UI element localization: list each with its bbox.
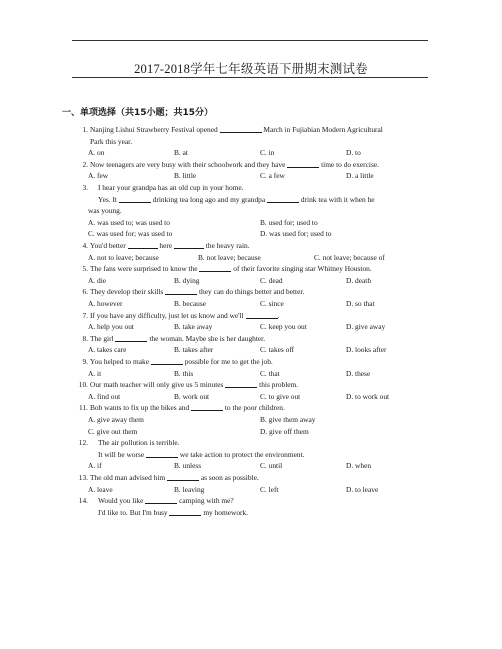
- question-3: [74, 182, 430, 194]
- option-b: B. not leave; because: [198, 252, 261, 262]
- answer-blank: [287, 159, 319, 168]
- question-stem: the heavy rain.: [205, 241, 250, 250]
- option-c: C. give out them: [88, 426, 138, 436]
- answer-blank: [174, 240, 204, 249]
- question-dialogue-line: [98, 449, 304, 461]
- question-stem: The fans were surprised to know the: [90, 264, 198, 274]
- option-d: D. to: [346, 148, 361, 158]
- option-c: C. in: [260, 148, 275, 158]
- top-rule: [72, 40, 428, 41]
- question-stem: Now teenagers are very busy with their schoolwork and they have: [90, 159, 286, 169]
- answer-blank: [128, 240, 158, 249]
- answer-blank: [119, 194, 151, 203]
- question-8: [74, 333, 430, 345]
- question-stem: this problem.: [259, 380, 299, 390]
- answer-blank: [145, 495, 177, 504]
- option-b: B. takes after: [174, 345, 214, 355]
- question-stem: The old man advised him: [90, 473, 166, 482]
- question-dialogue-line: [98, 194, 375, 206]
- question-number: 6.: [82, 287, 88, 297]
- answer-blank: [165, 286, 197, 295]
- option-a: A. takes care: [88, 345, 127, 355]
- question-stem: The air pollution is terrible.: [98, 438, 180, 448]
- answer-blank: [169, 507, 201, 516]
- question-1: [74, 124, 430, 136]
- question-number: 14.: [78, 496, 88, 506]
- answer-blank: [191, 402, 223, 411]
- question-number: 10.: [78, 380, 88, 390]
- option-b: B. at: [174, 148, 188, 158]
- question-number: 8.: [82, 333, 88, 343]
- question-14: [74, 495, 430, 507]
- option-b: B. little: [174, 171, 197, 181]
- option-b: B. used for; used to: [260, 217, 318, 227]
- answer-blank: [146, 449, 178, 458]
- title-rule: [72, 77, 428, 78]
- question-stem: here: [159, 241, 173, 250]
- question-number: 3.: [82, 183, 88, 192]
- question-stem: You'd better: [90, 241, 126, 250]
- answer-blank: [167, 472, 199, 481]
- question-stem: The girl: [90, 333, 114, 343]
- question-number: 9.: [82, 357, 88, 366]
- question-stem: March in Fujiabian Modern Agricultural: [263, 125, 383, 134]
- dialogue-text: I'd like to. But I'm busy: [98, 507, 168, 517]
- question-stem: time to do exercise.: [321, 159, 379, 169]
- option-b: B. leaving: [174, 484, 205, 494]
- question-number: 13.: [78, 473, 88, 482]
- option-c: C. dead: [260, 275, 283, 285]
- option-d: D. so that: [346, 299, 375, 308]
- question-stem: If you have any difficulty, just let us know and we'll: [90, 310, 244, 320]
- answer-blank: [115, 333, 147, 342]
- question-5: [74, 263, 430, 275]
- question-number: 1.: [82, 125, 88, 134]
- question-number: 7.: [82, 310, 88, 320]
- option-d: D. a little: [346, 171, 374, 181]
- page-title: 2017-2018学年七年级英语下册期末测试卷: [134, 62, 368, 76]
- option-b: B. this: [174, 368, 194, 378]
- option-d: D. when: [346, 461, 372, 471]
- question-number: 2.: [82, 159, 88, 169]
- answer-blank: [199, 263, 231, 272]
- option-c: C. a few: [260, 171, 285, 181]
- option-a: A. if: [88, 461, 102, 471]
- option-a: A. give away them: [88, 415, 144, 424]
- option-a: A. find out: [88, 391, 121, 401]
- question-number: 12.: [78, 438, 88, 448]
- option-d: D. give away: [346, 322, 386, 332]
- option-a: A. leave: [88, 484, 113, 494]
- question-stem: I hear your grandpa has an old cup in your home.: [98, 183, 244, 192]
- question-10: [74, 379, 430, 391]
- option-d: D. to work out: [346, 391, 390, 401]
- question-stem: They develop their skills: [90, 287, 164, 297]
- option-a: A. was used to; was used to: [88, 217, 170, 227]
- question-stem: .: [277, 310, 280, 320]
- question-stem: to the poor children.: [224, 403, 285, 413]
- dialogue-text: my homework.: [203, 507, 249, 517]
- dialogue-text: It will be worse: [98, 449, 145, 459]
- option-d: D. give off them: [260, 426, 309, 436]
- option-b: B. dying: [174, 275, 200, 285]
- question-2: [74, 159, 430, 171]
- question-stem: as soon as possible.: [200, 473, 259, 482]
- question-stem: Bob wants to fix up the bikes and: [90, 403, 190, 413]
- dialogue-text: we take action to protect the environment.: [179, 449, 305, 459]
- dialogue-text: drinking tea long ago and my grandpa: [152, 194, 266, 204]
- question-12: [74, 437, 430, 449]
- answer-blank: [225, 379, 257, 388]
- question-11: [74, 402, 430, 414]
- option-c: C. was used for; was used to: [88, 229, 173, 239]
- question-stem: possible for me to get the job.: [184, 357, 273, 366]
- question-7: [74, 310, 430, 322]
- option-c: C. to give out: [260, 391, 301, 401]
- option-b: B. work out: [174, 391, 210, 401]
- answer-blank: [246, 310, 278, 319]
- option-c: C. since: [260, 299, 284, 308]
- answer-blank: [267, 194, 299, 203]
- question-9: [74, 356, 430, 368]
- question-number: 5.: [82, 264, 88, 274]
- option-a: A. few: [88, 171, 109, 181]
- option-b: B. give them away: [260, 415, 316, 424]
- option-a: A. die: [88, 275, 107, 285]
- question-stem: Our math teacher will only give us 5 minutes: [90, 380, 224, 390]
- question-stem: Nanjing Lishui Strawberry Festival opened: [90, 125, 218, 134]
- option-c: C. left: [260, 484, 279, 494]
- option-a: A. not to leave; because: [88, 252, 159, 262]
- question-continuation: Park this year.: [90, 136, 133, 146]
- question-number: 4.: [82, 241, 88, 250]
- question-4: [74, 240, 430, 252]
- question-stem: they can do things better and better.: [199, 287, 305, 297]
- dialogue-text: drink tea with it when he: [300, 194, 375, 204]
- option-a: A. however: [88, 299, 123, 308]
- question-dialogue-line: [98, 507, 248, 519]
- answer-blank: [220, 124, 262, 133]
- section-heading: 一、单项选择（共15小题；共15分）: [62, 108, 214, 118]
- question-stem: camping with me?: [179, 496, 234, 506]
- option-c: C. not leave; because of: [314, 252, 385, 262]
- option-d: D. was used for; used to: [260, 229, 332, 239]
- option-b: B. because: [174, 299, 207, 308]
- option-d: D. to leave: [346, 484, 379, 494]
- question-stem: Would you like: [98, 496, 144, 506]
- option-d: D. death: [346, 275, 372, 285]
- option-d: D. these: [346, 368, 371, 378]
- option-a: A. it: [88, 368, 102, 378]
- option-a: A. help you out: [88, 322, 134, 332]
- option-c: C. takes off: [260, 345, 295, 355]
- option-d: D. looks after: [346, 345, 387, 355]
- question-13: [74, 472, 430, 484]
- question-stem: You helped to make: [90, 357, 149, 366]
- dialogue-text: Yes. It: [98, 194, 117, 204]
- option-c: C. until: [260, 461, 283, 471]
- option-b: B. unless: [174, 461, 202, 471]
- answer-blank: [151, 356, 183, 365]
- option-a: A. on: [88, 148, 105, 158]
- question-6: [74, 286, 430, 298]
- question-stem: the woman. Maybe she is her daughter.: [149, 333, 266, 343]
- option-c: C. keep you out: [260, 322, 307, 332]
- option-b: B. take away: [174, 322, 213, 332]
- question-continuation: was young.: [88, 206, 122, 216]
- option-c: C. that: [260, 368, 280, 378]
- question-number: 11.: [79, 403, 88, 413]
- question-stem: of their favorite singing star Whitney Houston.: [233, 264, 372, 274]
